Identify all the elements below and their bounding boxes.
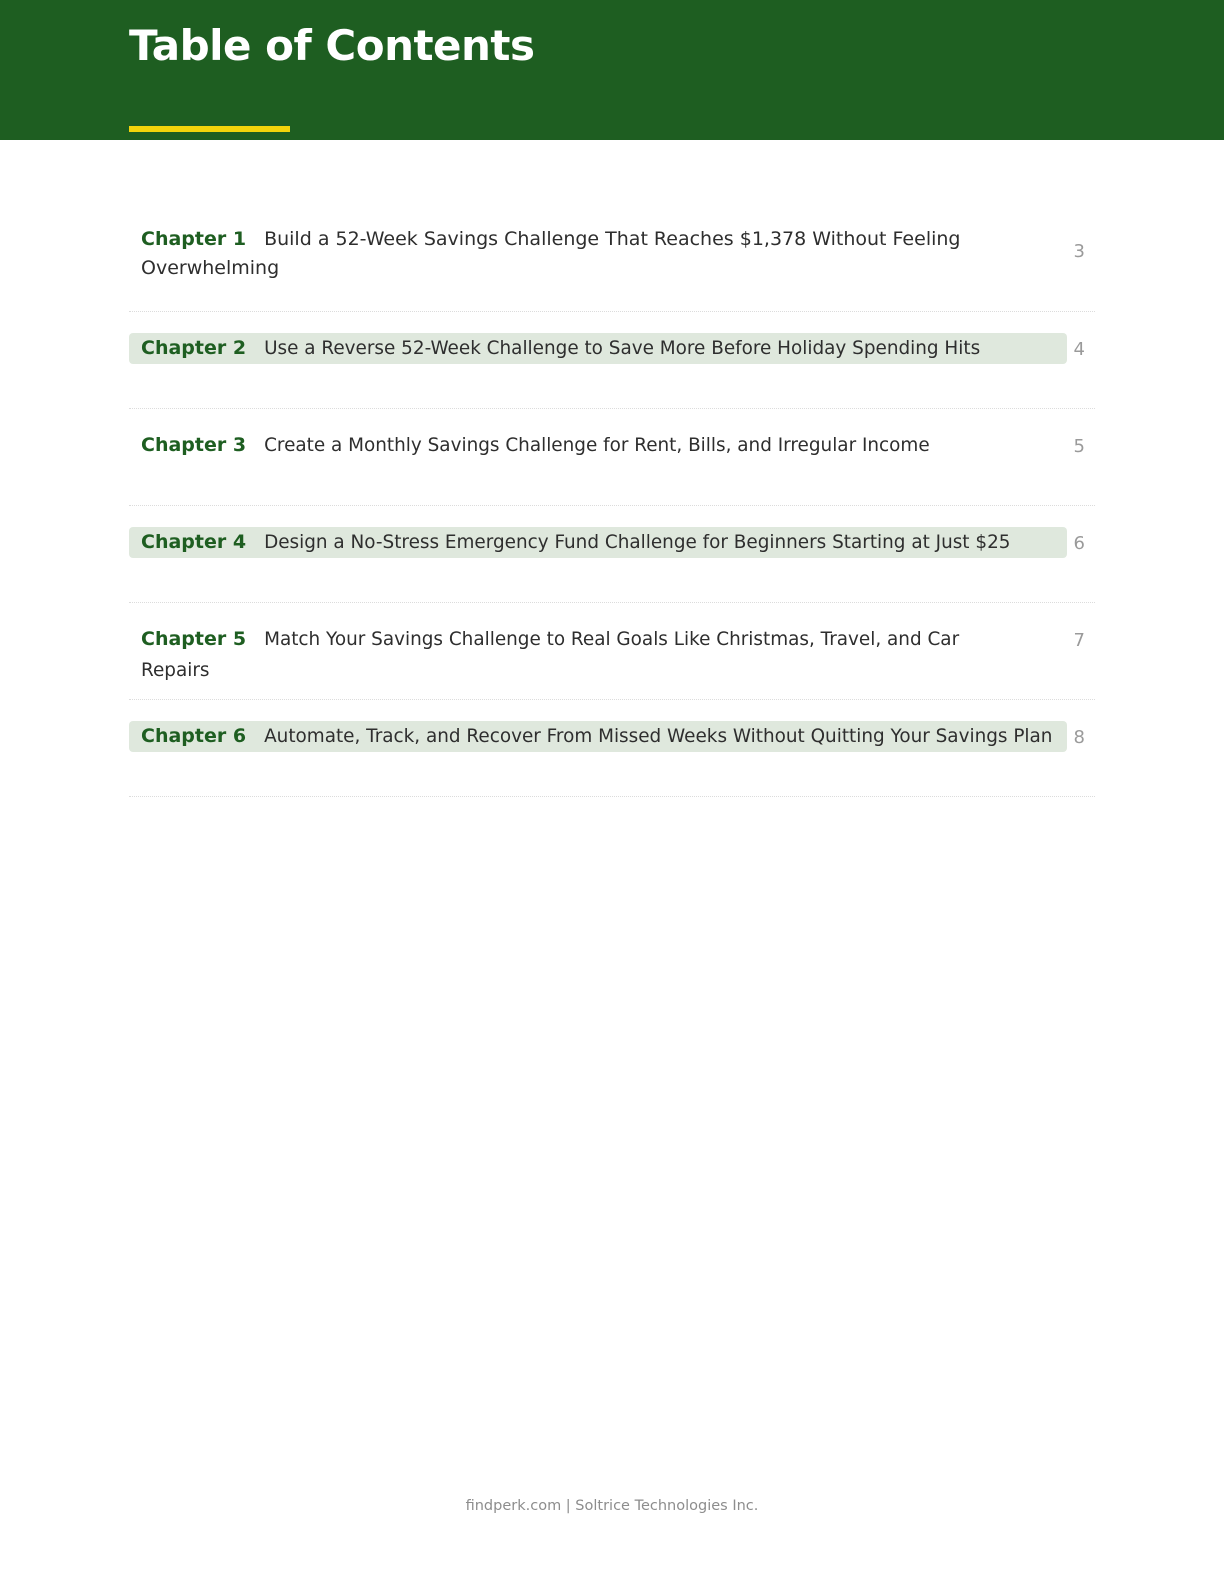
chapter-title: Create a Monthly Savings Challenge for Rent, Bills, and Irregular Income	[264, 435, 930, 456]
header-banner	[0, 0, 1224, 140]
page-number: 4	[1073, 339, 1085, 360]
page-number: 3	[1073, 241, 1085, 262]
page-footer: findperk.com | Soltrice Technologies Inc.	[465, 1498, 759, 1514]
chapter-title: Design a No-Stress Emergency Fund Challenge for Beginners Starting at Just $25	[264, 532, 1011, 553]
page-number: 7	[1073, 630, 1085, 651]
chapter-title: Automate, Track, and Recover From Missed Weeks Without Quitting Your Savings Plan	[264, 726, 1053, 747]
toc-entry-chapter-5[interactable]	[129, 603, 1095, 700]
toc-entry-chapter-4[interactable]	[129, 506, 1095, 603]
toc-entry-body	[129, 527, 1067, 558]
chapter-title: Use a Reverse 52-Week Challenge to Save More Before Holiday Spending Hits	[264, 338, 981, 359]
toc-entry-chapter-2[interactable]	[129, 312, 1095, 409]
chapter-label: Chapter 4	[141, 531, 247, 553]
chapter-label: Chapter 1	[141, 228, 247, 250]
toc-entry-body	[129, 225, 1009, 283]
table-of-contents	[129, 200, 1095, 797]
toc-entry-chapter-3[interactable]	[129, 409, 1095, 506]
toc-entry-chapter-6[interactable]	[129, 700, 1095, 797]
chapter-title: Build a 52-Week Savings Challenge That Reaches $1,378 Without Feeling Overwhelming	[141, 228, 961, 279]
title-accent-bar	[129, 126, 290, 132]
toc-entry-body	[129, 721, 1067, 752]
chapter-title: Match Your Savings Challenge to Real Goals Like Christmas, Travel, and Car Repairs	[141, 629, 960, 681]
page-number: 8	[1073, 727, 1085, 748]
chapter-label: Chapter 5	[141, 628, 247, 650]
chapter-label: Chapter 6	[141, 725, 247, 747]
chapter-label: Chapter 3	[141, 434, 247, 456]
chapter-label: Chapter 2	[141, 337, 247, 359]
page-number: 5	[1073, 436, 1085, 457]
toc-entry-chapter-1[interactable]	[129, 200, 1095, 312]
toc-entry-body	[129, 430, 1039, 461]
page-number: 6	[1073, 533, 1085, 554]
toc-entry-body	[129, 624, 1039, 686]
toc-entry-body	[129, 333, 1067, 364]
page-title: Table of Contents	[129, 21, 535, 70]
